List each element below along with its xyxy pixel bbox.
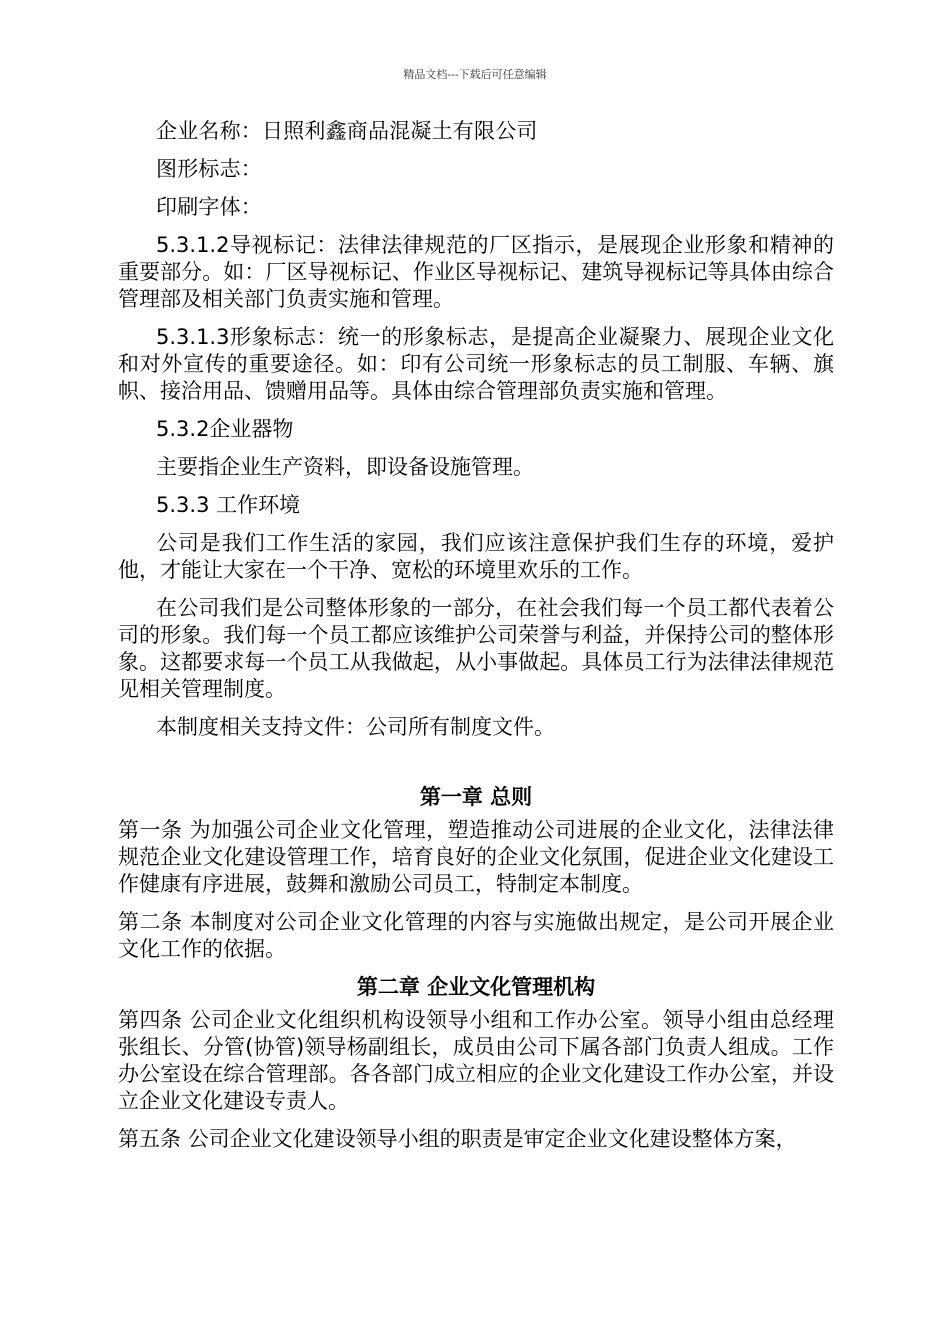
font-line: 印刷字体： [156,195,262,219]
chapter-title: 第一章 总则 [419,785,533,809]
paragraph: 本制度相关支持文件：公司所有制度文件。 [156,715,555,739]
section-heading: 5.3.3 工作环境 [156,493,301,517]
paragraph: 5.3.1.2导视标记：法律法律规范的厂区指示，是展现企业形象和精神的重要部分。如：厂区导视标记、作业区导视标记、建筑导视标记等具体由综合管理部及相关部门负责实施和管理。 [118,233,834,311]
company-name-line: 企业名称：日照利鑫商品混凝土有限公司 [156,119,538,143]
page-header: 精品文档---下载后可任意编辑 [403,68,547,81]
document-body [118,118,834,1164]
article: 第四条 公司企业文化组织机构设领导小组和工作办公室。领导小组由总经理张组长、分管(协管)领导杨副组长，成员由公司下属各部门负责人组成。工作办公室设在综合管理部。各各部门成立相应的企业文化建设工作办公室，并设立企业文化建设专责人。 [118,1008,834,1113]
article: 第一条 为加强公司企业文化管理，塑造推动公司进展的企业文化，法律法律规范企业文化建设管理工作，培育良好的企业文化氛围，促进企业文化建设工作健康有序进展，鼓舞和激励公司员工，特制定本制度。 [118,818,834,896]
paragraph: 主要指企业生产资料，即设备设施管理。 [156,455,534,479]
article: 第二条 本制度对公司企业文化管理的内容与实施做出规定，是公司开展企业文化工作的依据。 [118,910,834,961]
section-heading: 5.3.2企业器物 [156,417,294,441]
article: 第五条 公司企业文化建设领导小组的职责是审定企业文化建设整体方案， [118,1127,797,1151]
paragraph: 在公司我们是公司整体形象的一部分，在社会我们每一个员工都代表着公司的形象。我们每一个员工都应该维护公司荣誉与利益，并保持公司的整体形象。这都要求每一个员工从我做起，从小事做起。具体员工行为法律法律规范见相关管理制度。 [118,596,834,701]
paragraph: 公司是我们工作生活的家园，我们应该注意保护我们生存的环境，爱护他，才能让大家在一个干净、宽松的环境里欢乐的工作。 [118,531,834,582]
chapter-title: 第二章 企业文化管理机构 [356,975,596,999]
logo-line: 图形标志： [156,157,262,181]
paragraph: 5.3.1.3形象标志：统一的形象标志，是提高企业凝聚力、展现企业文化和对外宣传的重要途径。如：印有公司统一形象标志的员工制服、车辆、旗帜、接洽用品、馈赠用品等。具体由综合管理部负责实施和管理。 [118,325,834,403]
